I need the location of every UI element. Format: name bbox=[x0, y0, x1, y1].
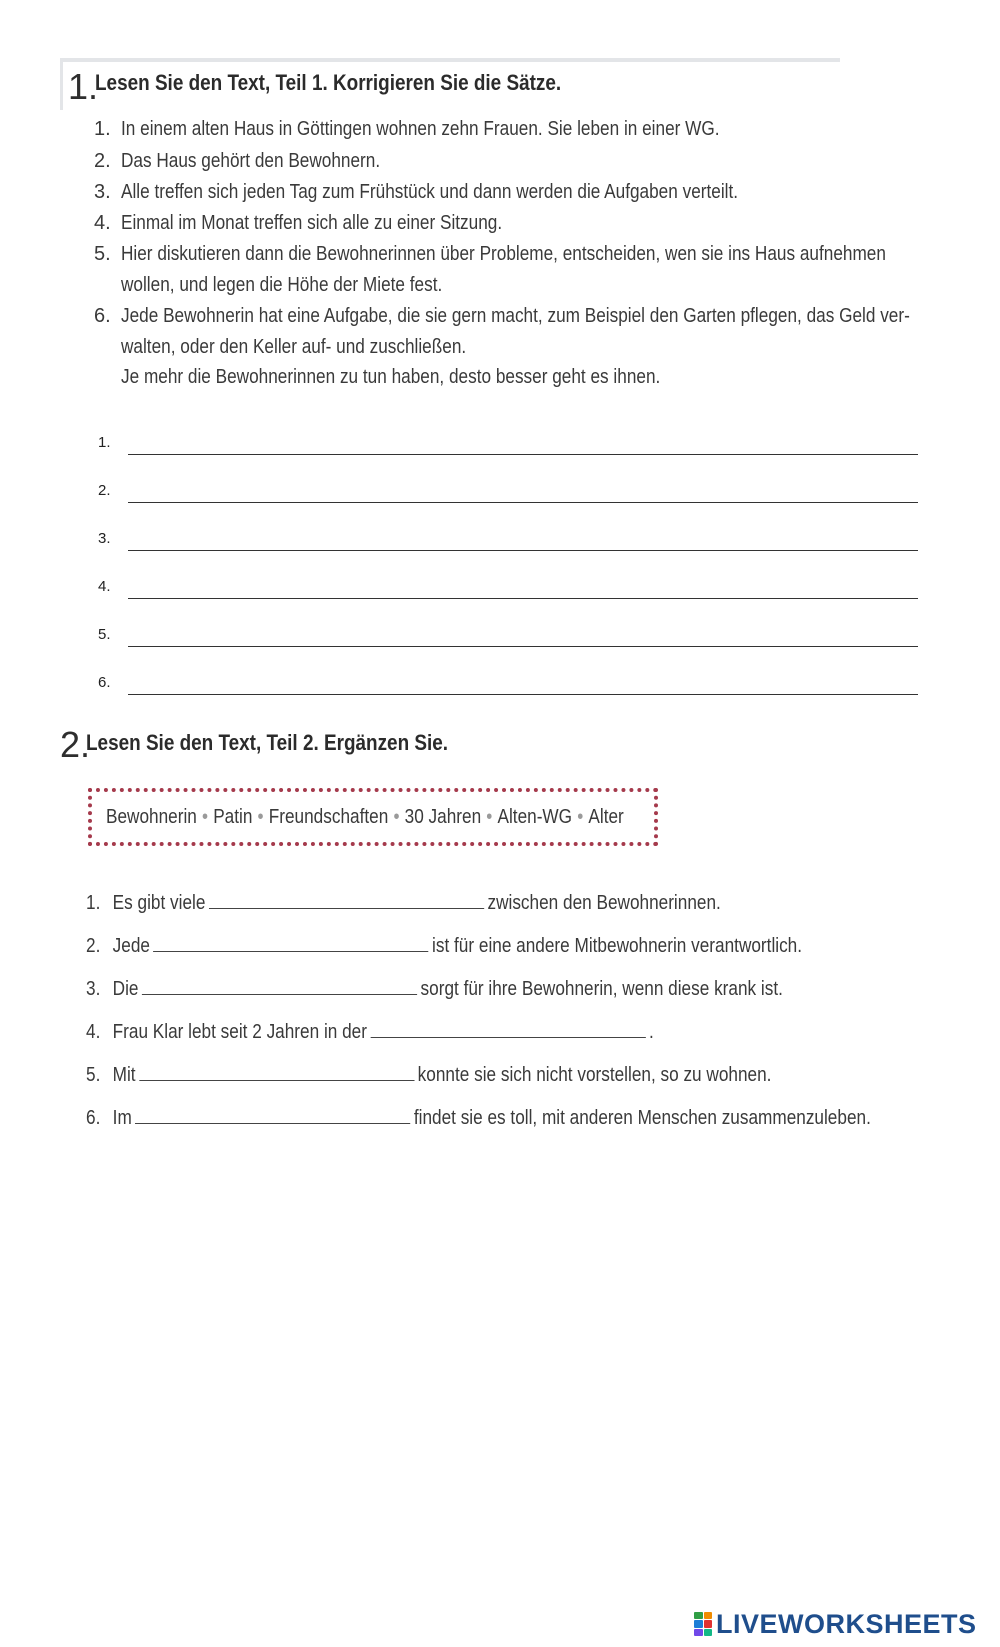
answer-line-2[interactable]: 2. bbox=[98, 480, 918, 504]
liveworksheets-logo[interactable] bbox=[694, 1610, 977, 1638]
statement-6-cont-2: Je mehr die Bewohnerinnen zu tun haben, desto besser geht es ihnen. bbox=[121, 366, 661, 388]
answer-line-4[interactable]: 4. bbox=[98, 576, 918, 600]
word-patin: Patin bbox=[213, 806, 253, 828]
logo-block-4 bbox=[704, 1620, 713, 1627]
statement-1: 1. In einem alten Haus in Göttingen wohnen zehn Frauen. Sie leben in einer WG. bbox=[94, 118, 720, 140]
word-alten-wg: Alten-WG bbox=[497, 806, 573, 828]
word-freundschaften: Freundschaften bbox=[268, 806, 389, 828]
logo-block-2 bbox=[704, 1612, 713, 1619]
blank-6[interactable] bbox=[135, 1107, 410, 1124]
sentence-3: 3. Die sorgt für ihre Bewohnerin, wenn diese krank ist. bbox=[86, 978, 783, 1000]
sentence-5: 5. Mit konnte sie sich nicht vorstellen, so zu wohnen. bbox=[86, 1064, 772, 1086]
statement-3: 3. Alle treffen sich jeden Tag zum Frühstück und dann werden die Aufgaben verteilt. bbox=[94, 181, 739, 203]
sentence-1: 1. Es gibt viele zwischen den Bewohnerinnen. bbox=[86, 892, 721, 914]
section-1-frame-left bbox=[60, 58, 63, 110]
answer-line-6[interactable]: 6. bbox=[98, 672, 918, 696]
sentence-2: 2. Jede ist für eine andere Mitbewohnerin verantwortlich. bbox=[86, 935, 803, 957]
logo-block-3 bbox=[694, 1620, 703, 1627]
statement-2: 2. Das Haus gehört den Bewohnern. bbox=[94, 150, 381, 172]
blank-5[interactable] bbox=[139, 1064, 414, 1081]
liveworksheets-icon bbox=[694, 1612, 712, 1636]
section-1-frame-top bbox=[60, 58, 840, 62]
logo-block-6 bbox=[704, 1629, 713, 1636]
word-bank: Bewohnerin • Patin • Freundschaften • 30 Jahren • Alten-WG • Alter bbox=[88, 788, 658, 846]
blank-2[interactable] bbox=[153, 935, 428, 952]
exercise-1-title: Lesen Sie den Text, Teil 1. Korrigieren Sie die Sätze. bbox=[95, 70, 562, 95]
answer-line-3[interactable]: 3. bbox=[98, 528, 918, 552]
word-30-jahren: 30 Jahren bbox=[404, 806, 482, 828]
sentence-4: 4. Frau Klar lebt seit 2 Jahren in der . bbox=[86, 1021, 654, 1043]
exercise-2-number: 2. bbox=[60, 724, 91, 765]
logo-block-5 bbox=[694, 1629, 703, 1636]
statement-6-cont: walten, oder den Keller auf- und zuschließen. bbox=[121, 336, 467, 358]
word-bewohnerin: Bewohnerin bbox=[106, 806, 197, 828]
blank-4[interactable] bbox=[370, 1021, 645, 1038]
blank-3[interactable] bbox=[142, 978, 417, 995]
exercise-1-number: 1. bbox=[68, 66, 99, 107]
answer-line-5[interactable]: 5. bbox=[98, 624, 918, 648]
sentence-6: 6. Im findet sie es toll, mit anderen Menschen zusammenzuleben. bbox=[86, 1107, 871, 1129]
liveworksheets-text: LIVEWORKSHEETS bbox=[716, 1608, 977, 1639]
statement-4: 4. Einmal im Monat treffen sich alle zu einer Sitzung. bbox=[94, 212, 503, 234]
blank-1[interactable] bbox=[209, 892, 484, 909]
statement-5: 5. Hier diskutieren dann die Bewohnerinnen über Probleme, entscheiden, wen sie ins Haus aufnehmen bbox=[94, 243, 886, 265]
exercise-2-title: Lesen Sie den Text, Teil 2. Ergänzen Sie. bbox=[86, 730, 449, 755]
answer-line-1[interactable]: 1. bbox=[98, 432, 918, 456]
statement-6: 6. Jede Bewohnerin hat eine Aufgabe, die sie gern macht, zum Beispiel den Garten pflegen, das Geld ver- bbox=[94, 305, 910, 327]
statement-5-cont: wollen, und legen die Höhe der Miete fest. bbox=[121, 274, 443, 296]
word-alter: Alter bbox=[588, 806, 624, 828]
logo-block-1 bbox=[694, 1612, 703, 1619]
